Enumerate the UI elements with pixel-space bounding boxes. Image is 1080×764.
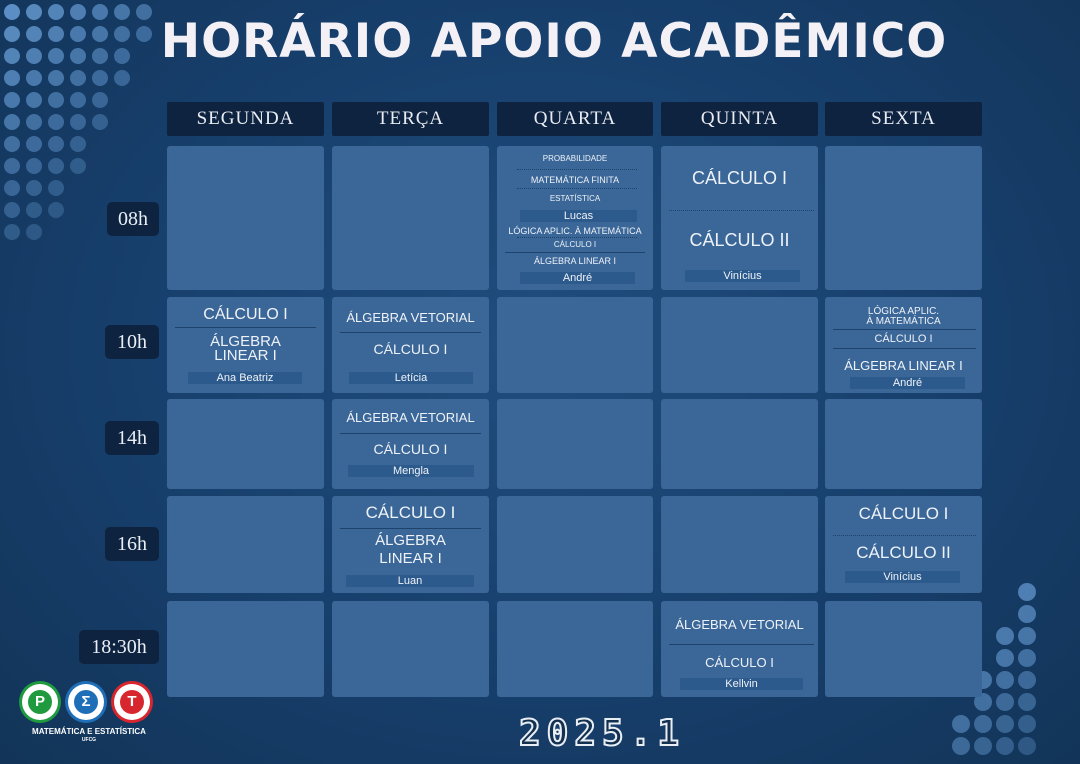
decorative-dot — [4, 70, 20, 86]
schedule-cell-sexta-10h — [825, 297, 982, 393]
decorative-dot — [92, 92, 108, 108]
decorative-dot — [26, 224, 42, 240]
decorative-dot — [26, 202, 42, 218]
schedule-cell-segunda-08h — [167, 146, 324, 290]
decorative-dot — [70, 158, 86, 174]
logo-circle-sigma — [68, 684, 104, 720]
time-label-1830h: 18:30h — [79, 630, 159, 664]
time-label-16h: 16h — [105, 527, 159, 561]
schedule-cell-segunda-10h — [167, 297, 324, 393]
schedule-cell-segunda-1830h — [167, 601, 324, 697]
decorative-dot — [1018, 605, 1036, 623]
subject-label: CÁLCULO I — [365, 503, 456, 522]
decorative-dot — [996, 627, 1014, 645]
decorative-dot — [4, 114, 20, 130]
decorative-dot — [48, 70, 64, 86]
decorative-dot — [996, 737, 1014, 755]
decorative-dot — [114, 70, 130, 86]
day-header-segunda: SEGUNDA — [167, 102, 324, 136]
decorative-dot — [4, 180, 20, 196]
subject-label: ÁLGEBRA VETORIAL — [346, 310, 475, 325]
decorative-dot — [974, 737, 992, 755]
decorative-dot — [1018, 649, 1036, 667]
divider — [517, 237, 637, 238]
decorative-dot — [1018, 671, 1036, 689]
logo-institution: UFCG — [81, 737, 97, 743]
page-title: HORÁRIO APOIO ACADÊMICO — [160, 14, 948, 69]
subject-label: LINEAR I — [379, 550, 442, 567]
decorative-dot — [26, 70, 42, 86]
subject-label: ÁLGEBRA — [210, 333, 281, 350]
decorative-dot — [952, 715, 970, 733]
decorative-dot — [4, 92, 20, 108]
schedule-cell-sexta-16h — [825, 496, 982, 593]
tutor-name: Ana Beatriz — [188, 372, 302, 384]
decorative-dot — [1018, 583, 1036, 601]
decorative-dot — [70, 136, 86, 152]
subject-label: ESTATÍSTICA — [549, 194, 601, 203]
decorative-dot — [70, 92, 86, 108]
subject-label: ÁLGEBRA — [375, 532, 446, 549]
decorative-dot — [996, 693, 1014, 711]
tutor-name: Mengla — [348, 465, 474, 477]
decorative-dot — [26, 92, 42, 108]
semester-year: 2025.1 — [519, 713, 686, 754]
decorative-dot — [26, 136, 42, 152]
time-label-14h: 14h — [105, 421, 159, 455]
schedule-cell-quarta-1830h — [497, 601, 653, 697]
subject-label: CÁLCULO I — [874, 333, 933, 345]
subject-label: CÁLCULO I — [553, 240, 597, 249]
subject-label: ÁLGEBRA VETORIAL — [675, 617, 804, 632]
divider — [505, 252, 645, 253]
decorative-dot — [26, 180, 42, 196]
subject-label: CÁLCULO I — [858, 504, 949, 523]
schedule-cell-terca-16h — [332, 496, 489, 593]
schedule-cell-segunda-14h — [167, 399, 324, 489]
tutor-name: Letícia — [349, 372, 473, 384]
decorative-dot — [4, 224, 20, 240]
schedule-cell-quarta-10h — [497, 297, 653, 393]
decorative-dot — [26, 158, 42, 174]
decorative-dot — [48, 136, 64, 152]
schedule-cell-quinta-14h — [661, 399, 818, 489]
schedule-cell-sexta-14h — [825, 399, 982, 489]
subject-label: CÁLCULO I — [705, 655, 774, 670]
day-header-quarta: QUARTA — [497, 102, 653, 136]
decorative-dot — [996, 715, 1014, 733]
tutor-name: Vinícius — [685, 270, 800, 282]
schedule-cell-quinta-08h — [661, 146, 818, 290]
decorative-dot — [1018, 737, 1036, 755]
logo-circle-p — [22, 684, 58, 720]
tutor-name: André — [520, 272, 635, 284]
logo-letter-t: T — [120, 690, 144, 714]
divider — [340, 433, 481, 434]
decorative-dot — [996, 671, 1014, 689]
divider — [517, 169, 637, 170]
tutor-name: Vinícius — [845, 571, 960, 583]
schedule-cell-quarta-16h — [497, 496, 653, 593]
schedule-cell-terca-10h — [332, 297, 489, 393]
subject-label: LÓGICA APLIC. À MATEMÁTICA — [508, 226, 642, 236]
pet-logo — [22, 684, 156, 744]
subject-label: MATEMÁTICA FINITA — [530, 175, 620, 185]
subject-label: LINEAR I — [214, 347, 277, 364]
logo-letter-p: P — [28, 690, 52, 714]
decorative-dot — [92, 70, 108, 86]
decorative-dot — [26, 114, 42, 130]
logo-circle-t — [114, 684, 150, 720]
subject-label: ÁLGEBRA LINEAR I — [533, 256, 617, 266]
day-header-terca: TERÇA — [332, 102, 489, 136]
divider — [175, 327, 316, 328]
decorative-dot — [4, 202, 20, 218]
divider — [340, 332, 481, 333]
subject-label: CÁLCULO I — [373, 341, 448, 357]
decorative-dot — [92, 114, 108, 130]
subject-label: CÁLCULO II — [689, 230, 790, 250]
time-label-08h: 08h — [107, 202, 159, 236]
subject-label: CÁLCULO I — [373, 441, 448, 457]
divider — [833, 535, 976, 536]
decorative-dot — [48, 202, 64, 218]
decorative-dot — [70, 70, 86, 86]
subject-label: À MATEMÁTICA — [866, 316, 941, 327]
decorative-dot — [952, 737, 970, 755]
decorative-dot — [1018, 715, 1036, 733]
tutor-name: Luan — [346, 575, 474, 587]
schedule-cell-quarta-14h — [497, 399, 653, 489]
decorative-dot — [48, 114, 64, 130]
decorative-dot — [1018, 693, 1036, 711]
divider — [669, 210, 814, 211]
decorative-dot — [974, 715, 992, 733]
tutor-name: Lucas — [520, 210, 637, 222]
schedule-cell-terca-14h — [332, 399, 489, 489]
schedule-cell-sexta-1830h — [825, 601, 982, 697]
subject-label: ÁLGEBRA VETORIAL — [346, 410, 475, 425]
logo-letter-sigma: Σ — [74, 690, 98, 714]
decorative-dot — [4, 136, 20, 152]
time-label-10h: 10h — [105, 325, 159, 359]
divider — [669, 644, 814, 645]
subject-label: CÁLCULO I — [691, 168, 788, 188]
divider — [340, 528, 481, 529]
schedule-cell-quinta-16h — [661, 496, 818, 593]
divider — [833, 348, 976, 349]
day-header-quinta: QUINTA — [661, 102, 818, 136]
schedule-cell-sexta-08h — [825, 146, 982, 290]
divider — [833, 329, 976, 330]
decorative-dot — [48, 180, 64, 196]
subject-label: ÁLGEBRA LINEAR I — [844, 358, 963, 373]
schedule-cell-quinta-1830h — [661, 601, 818, 697]
decorative-dot — [996, 649, 1014, 667]
schedule-cell-quinta-10h — [661, 297, 818, 393]
decorative-dot — [48, 92, 64, 108]
subject-label: CÁLCULO II — [856, 543, 951, 562]
subject-label: LÓGICA APLIC. — [867, 306, 940, 317]
schedule-cell-terca-1830h — [332, 601, 489, 697]
decorative-dot — [70, 114, 86, 130]
decorative-dot — [1018, 627, 1036, 645]
subject-label: CÁLCULO I — [203, 306, 288, 323]
tutor-name: Kellvin — [680, 678, 803, 690]
decorative-dot — [48, 158, 64, 174]
tutor-name: André — [850, 377, 965, 389]
decorative-dot — [4, 158, 20, 174]
divider — [517, 188, 637, 189]
schedule-cell-terca-08h — [332, 146, 489, 290]
logo-name: MATEMÁTICA E ESTATÍSTICA — [32, 727, 146, 736]
subject-label: PROBABILIDADE — [542, 154, 608, 163]
day-header-sexta: SEXTA — [825, 102, 982, 136]
schedule-cell-segunda-16h — [167, 496, 324, 593]
schedule-cell-quarta-08h — [497, 146, 653, 290]
